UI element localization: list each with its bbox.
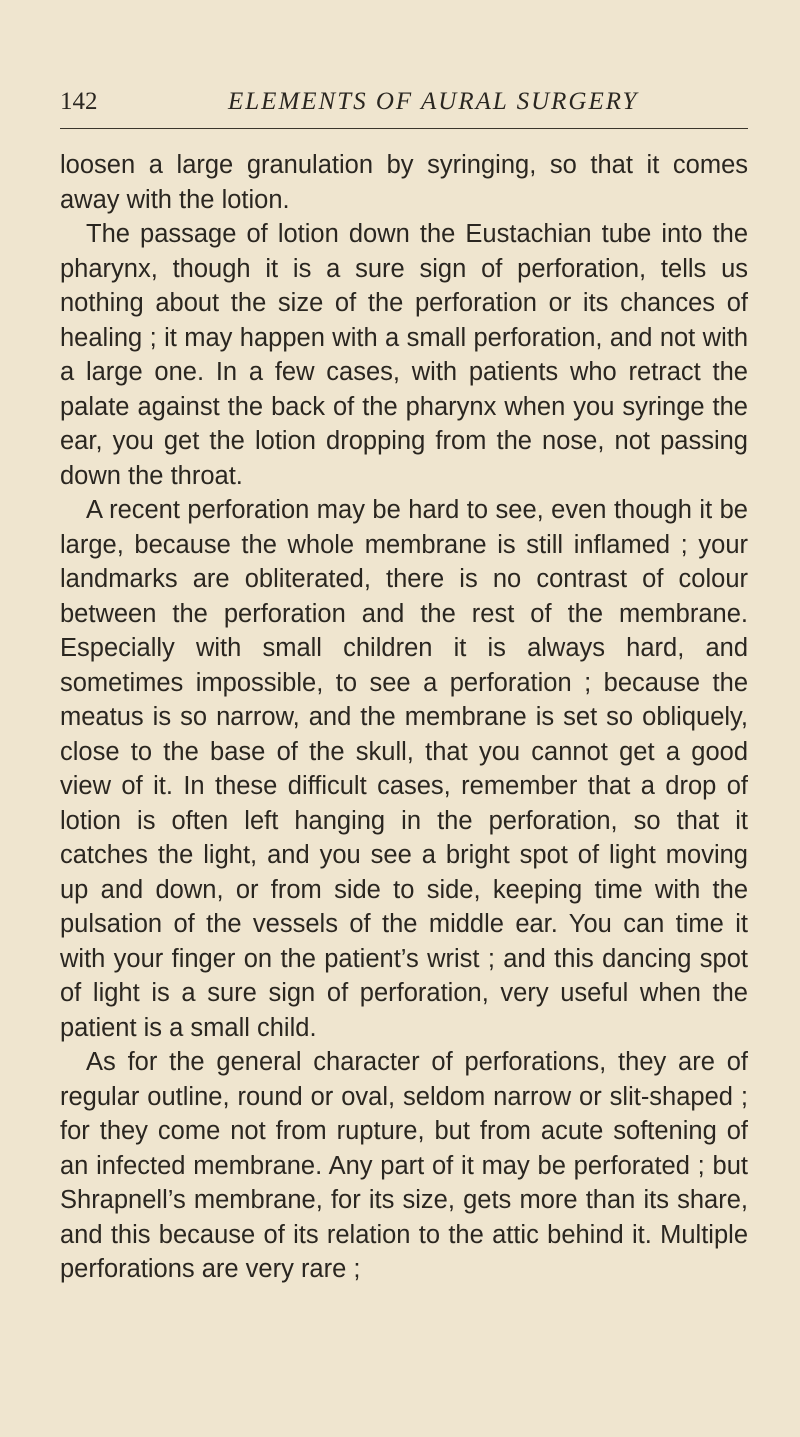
header-rule bbox=[60, 128, 748, 129]
page-header bbox=[60, 88, 740, 128]
running-head: ELEMENTS OF AURAL SURGERY bbox=[228, 88, 639, 115]
paragraph: loosen a large granulation by syringing, so that it comes away with the lotion. bbox=[60, 151, 748, 214]
paragraph: The passage of lotion down the Eustachian tube into the pharynx, though it is a sure sign of perforation, tells us nothing about the size of the perforation or its chances of healing ; it may happen with a small perforation, and not with a large one. In a few cases, with patients who retract the palate against the back of the pharynx when you syringe the ear, you get the lotion dropping from the nose, not passing down the throat. bbox=[60, 220, 748, 490]
paragraph: As for the general character of perforations, they are of regular outline, round or oval, seldom narrow or slit-shaped ; for they come not from rupture, but from acute softening of an infected membrane. Any part of it may be perforated ; but Shrapnell’s membrane, for its size, gets more than its share, and this because of its relation to the attic behind it. Multiple perforations are very rare ; bbox=[60, 1048, 748, 1283]
page-number: 142 bbox=[60, 88, 98, 115]
body-text bbox=[60, 148, 748, 1287]
paragraph: A recent perforation may be hard to see, even though it be large, because the whole membrane is still inflamed ; your landmarks are obliterated, there is no contrast of colour between the perforation and the rest of the membrane. Especially with small children it is always hard, and sometimes impossible, to see a perforation ; because the meatus is so narrow, and the membrane is set so obliquely, close to the base of the skull, that you cannot get a good view of it. In these difficult cases, remember that a drop of lotion is often left hanging in the perforation, so that it catches the light, and you see a bright spot of light moving up and down, or from side to side, keeping time with the pulsation of the vessels of the middle ear. You can time it with your finger on the patient’s wrist ; and this dancing spot of light is a sure sign of perforation, very useful when the patient is a small child. bbox=[60, 496, 748, 1042]
